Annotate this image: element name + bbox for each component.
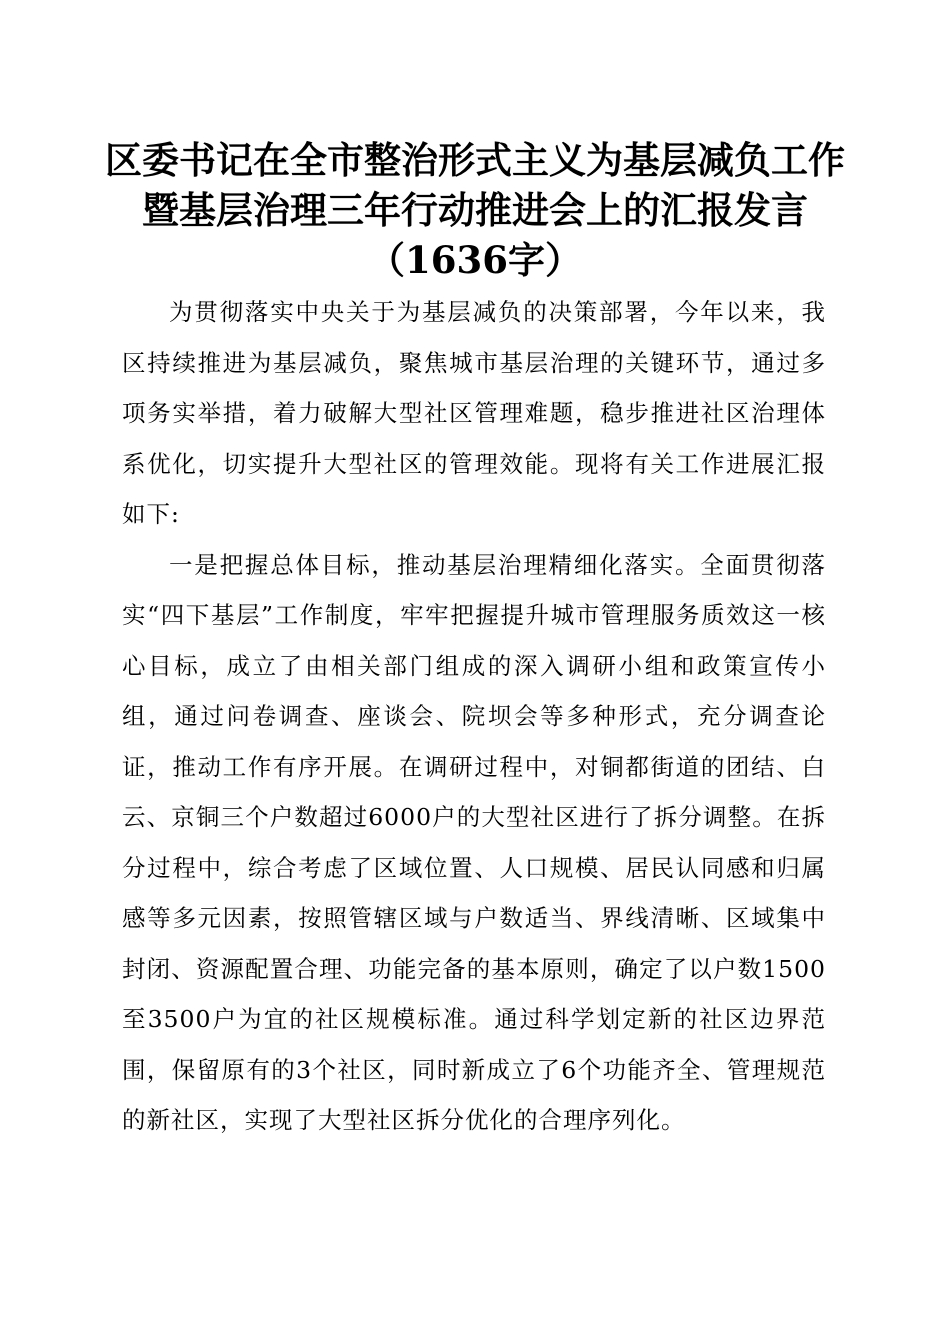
title-line-2: 暨基层治理三年行动推进会上的汇报发言 <box>142 188 808 232</box>
title-line-1: 区委书记在全市整治形式主义为基层减负工作 <box>105 138 845 182</box>
document-body <box>122 287 826 1146</box>
title-word-count: （1636字） <box>368 238 582 282</box>
document-title <box>100 135 850 285</box>
paragraph-intro: 为贯彻落实中央关于为基层减负的决策部署，今年以来，我区持续推进为基层减负，聚焦城市基层治理的关键环节，通过多项务实举措，着力破解大型社区管理难题，稳步推进社区治理体系优化，切实提升大型社区的管理效能。现将有关工作进展汇报如下: <box>122 298 826 528</box>
paragraph-point-one: 一是把握总体目标，推动基层治理精细化落实。全面贯彻落实“四下基层”工作制度，牢牢把握提升城市管理服务质效这一核心目标，成立了由相关部门组成的深入调研小组和政策宣传小组，通过问卷调查、座谈会、院坝会等多种形式，充分调查论证，推动工作有序开展。在调研过程中，对铜都街道的团结、白云、京铜三个户数超过6000户的大型社区进行了拆分调整。在拆分过程中，综合考虑了区域位置、人口规模、居民认同感和归属感等多元因素，按照管辖区域与户数适当、界线清晰、区域集中封闭、资源配置合理、功能完备的基本原则，确定了以户数1500至3500户为宜的社区规模标准。通过科学划定新的社区边界范围，保留原有的3个社区，同时新成立了6个功能齐全、管理规范的新社区，实现了大型社区拆分优化的合理序列化。 <box>122 550 826 1134</box>
